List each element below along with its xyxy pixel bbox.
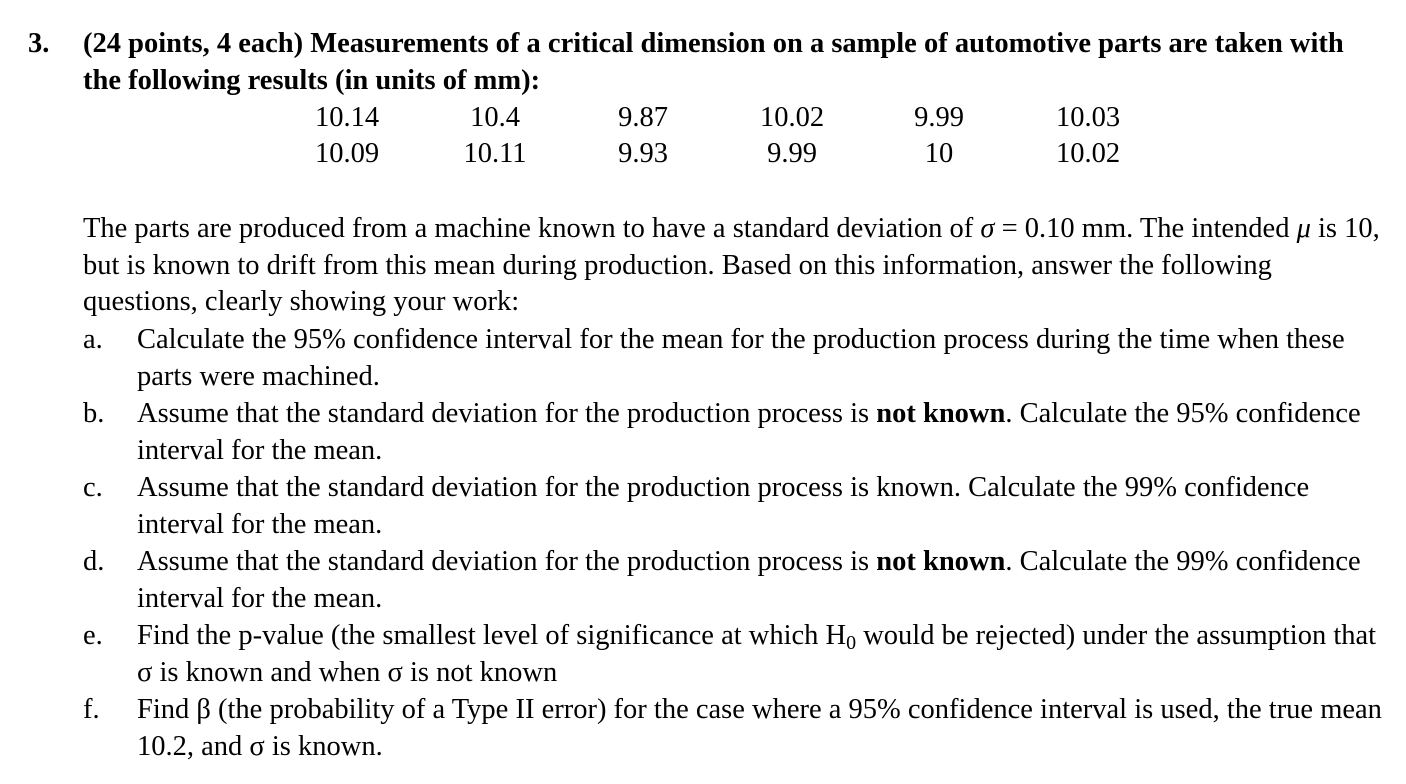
question-heading: (24 points, 4 each) Measurements of a critical dimension on a sample of automotive parts are taken with the following results (in units of mm): bbox=[83, 28, 1344, 96]
measurement-cell: 10.4 bbox=[470, 102, 520, 133]
measurement-cell: 10 bbox=[924, 138, 954, 169]
part-text: . Calculate the 99% confidence interval for the mean. bbox=[137, 546, 1361, 614]
part-letter: f. bbox=[83, 694, 100, 725]
part-text: Find β (the probability of a Type II error) for the case where a 95% confidence interval is used, the true mean 10.2, and σ is known. bbox=[137, 694, 1382, 762]
question-part-c bbox=[0, 470, 1387, 543]
measurement-cell: 9.87 bbox=[618, 102, 668, 133]
measurement-cell: 9.99 bbox=[767, 138, 817, 169]
subscript-zero: 0 bbox=[846, 631, 857, 654]
question-part-a bbox=[0, 322, 1387, 395]
question-part-d bbox=[0, 544, 1387, 617]
measurement-cell: 9.99 bbox=[914, 102, 964, 133]
part-letter: e. bbox=[83, 620, 103, 651]
part-text: Assume that the standard deviation for the production process is bbox=[137, 546, 877, 577]
question-number: 3. bbox=[28, 28, 50, 59]
mu-symbol: μ bbox=[1296, 213, 1311, 244]
intro-paragraph bbox=[83, 211, 1393, 321]
measurements-table bbox=[0, 100, 1406, 173]
question-part-f bbox=[0, 692, 1387, 765]
intro-text: The parts are produced from a machine known to have a standard deviation of bbox=[83, 213, 981, 244]
measurement-cell: 10.02 bbox=[1055, 138, 1121, 169]
measurement-cell: 10.02 bbox=[759, 102, 825, 133]
emphasis-not-known: not known bbox=[876, 398, 1006, 429]
part-text: . Calculate the 95% confidence interval for the mean. bbox=[137, 398, 1361, 466]
measurement-cell: 10.03 bbox=[1055, 102, 1121, 133]
part-letter: b. bbox=[83, 398, 105, 429]
measurement-cell: 10.11 bbox=[463, 138, 527, 169]
part-text: Find the p-value (the smallest level of significance at which H bbox=[137, 620, 847, 651]
part-letter: a. bbox=[83, 324, 103, 355]
part-text: Calculate the 95% confidence interval for the mean for the production process during the time when these parts were machined. bbox=[137, 324, 1345, 392]
sigma-symbol: σ bbox=[980, 213, 995, 244]
part-text: would be rejected) under the assumption that σ is known and when σ is not known bbox=[137, 620, 1377, 688]
emphasis-not-known: not known bbox=[876, 546, 1006, 577]
question-part-e bbox=[0, 618, 1387, 691]
part-text: Assume that the standard deviation for the production process is known. Calculate the 99% confidence interval for the mean. bbox=[137, 472, 1310, 540]
part-text: Assume that the standard deviation for the production process is bbox=[137, 398, 877, 429]
measurement-cell: 10.09 bbox=[314, 138, 380, 169]
measurement-cell: 9.93 bbox=[618, 138, 668, 169]
intro-text: is 10, but is known to drift from this mean during production. Based on this information, answer the following questions, clearly showing your work: bbox=[83, 213, 1380, 317]
question-part-b bbox=[0, 396, 1387, 469]
part-letter: c. bbox=[83, 472, 103, 503]
measurement-cell: 10.14 bbox=[314, 102, 380, 133]
intro-text: = 0.10 mm. The intended bbox=[994, 213, 1297, 244]
question-parts-list bbox=[0, 322, 1406, 765]
part-letter: d. bbox=[83, 546, 105, 577]
